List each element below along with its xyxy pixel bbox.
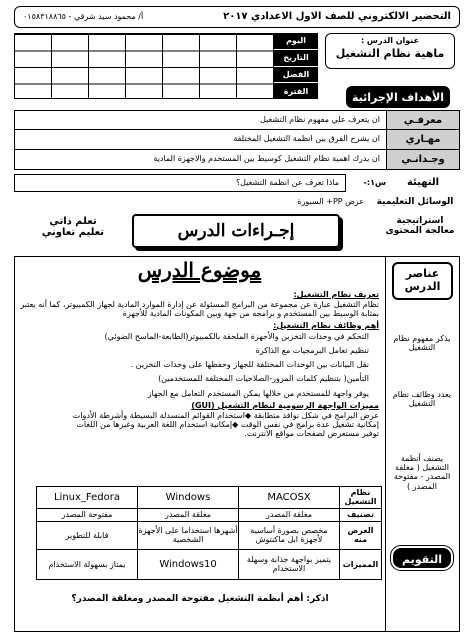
aids-row [14,194,460,210]
objectives-table [14,110,460,170]
lesson-heading: عنوان الدرس : [360,36,420,45]
os-features: Windows10 [138,549,239,579]
meta-label-class: الفصل [274,67,318,84]
header-bar [14,6,460,28]
os-row-label: تصنيف [340,508,382,521]
objective-text: ان يشرح الفرق بين انظمة التشغيل المختلفة [14,130,386,150]
os-features: يمتاز بسهولة الاستخدام [37,549,138,579]
lesson-banner: موضوع الدرس [137,258,262,282]
function-item: نقل البيانات بين الوحدات المختلفة للجهاز وحفظها على وحدات التخزين . [130,360,369,370]
objective-text: ان يدرك اهمية نظام التشغيل كوسيط بين المستخدم والاجهزة المادية [14,150,386,170]
intro-question: ماذا تعرف عن انظمة التشغيل؟ [14,174,346,192]
os-purpose: أشهرها استخداما على الأجهزة الشخصية [138,521,239,549]
element-item: يصنف أنظمة التشغيل ( مغلقة المصدر - مفتوحة المصدر ) [393,454,451,491]
aids-text: عرض PP+ السبورة [297,197,364,206]
meta-labels [274,33,318,99]
aids-label: الوسائل التعليمية [376,197,454,207]
gui-line: توفير مستعرض لصفحات مواقع الانترنت. [244,429,379,439]
elements-title: عناصر الدرس [392,262,453,300]
header-title: التحضير الالكتروني للصف الاول الاعدادي ٢٠١٧ [223,11,451,23]
definition-title: تعريف نظام التشغيل: [293,290,379,299]
os-row-label: المميزات [340,549,382,579]
objective-row [14,130,460,150]
function-item: تنظيم تعامل البرمجيات مع الذاكرة [255,345,369,355]
lesson-title-box [325,33,455,69]
os-name: Windows [138,487,239,509]
procedures-box: إجـراءات الدرس [132,214,340,248]
objective-text: ان يتعرف علي مفهوم نظام التشغيل [14,110,386,130]
meta-label-day: اليوم [274,33,318,50]
function-item: التحكم في وحدات التخزين والأجهزة الملحقة بالكمبيوتر(الطابعة-الماسح الضوئي) [104,331,369,341]
function-item: التأمين( بتنظيم كلمات المرور-الصلاحيات المختلفة للمستخدمين) [158,374,369,384]
elements-column [385,256,460,632]
gui-line: عرض البرامج في شكل نوافذ متطابقة ◆استخدام القوائم المنسدلة البسيطة وأشرطة الأدوات [72,410,379,420]
lesson-content [16,258,383,484]
os-class: مغلقة المصدر [138,508,239,521]
meta-grid [14,33,274,99]
os-class: مفتوحة المصدر [37,508,138,521]
function-item: يوفر واجهة للمستخدم من خلالها يمكن المستخدم التعامل مع الجهاز [147,388,369,398]
objective-type: مهـاري [386,130,460,150]
element-item: يذكر مفهوم نظام التشغيل [393,334,451,353]
os-purpose: قابلة للتطوير [37,521,138,549]
element-item: يعدد وظائف نظام التشغيل [392,390,452,409]
intro-q-label: س١:- [363,178,386,187]
meta-label-period: الفترة [283,86,309,96]
functions-list [16,332,383,398]
evaluation-question: اذكر: أهم أنظمة التشغيل مفتوحة المصدر ومغلقة المصدر؟ [71,594,329,604]
evaluation-badge: التقويم [391,546,453,570]
strategy-types: تعلم ذاتي تعليم تعاوني [41,216,105,238]
objective-type: معرفـي [386,110,460,130]
os-row-label: نظام التشغيل [340,487,382,509]
functions-title: أهم وظائف نظام التشغيل: [273,320,379,330]
header-teacher: أ/ محمود سيد شرقي - ٠١٥٨٣١٨٨٦٥ [23,12,144,22]
definition-text: نظام التشغيل عبارة عن مجموعة من البرامج المسئولة عن إدارة الموارد المادية لجهاز الكمبيوتر، كما أنه يعتبر بمثابة الوسيط بين المستخدم و برامجه من جهة وبين المكونات المادية للأجهزة [20,300,379,319]
meta-table [14,33,318,99]
os-features: يتميز بواجهة جذابة وسهلة الاستخدام [239,549,340,579]
os-name: Linux_Fedora [37,487,138,509]
os-table-grid [36,486,382,580]
objectives-header: الأهداف الإجرائية [346,86,450,108]
objective-row [14,150,460,170]
strategy-label: استراتيجية معالجة المحتوى [385,216,455,236]
intro-row [14,174,460,192]
gui-line: إمكانية تشغيل عدة برامج في نفس الوقت ◆إمكانية استخدام اللغة العربية وغيرها من اللغات [76,420,379,430]
objective-type: وجـدانـي [386,150,460,170]
strategy-row [14,212,460,252]
os-table [36,486,382,580]
gui-title: مميزات الواجهة الرسومية لنظام التشغيل (GUI) [191,400,379,410]
lesson-name: ماهية نظام التشغيل [335,47,445,61]
os-class: مغلقة المصدر [239,508,340,521]
objective-row [14,110,460,130]
os-row-label: الغرض منه [340,521,382,549]
os-purpose: مخصص بصورة أساسية لأجهزة ابل ماكنتوش [239,521,340,549]
os-name: MACOSX [239,487,340,509]
intro-label: التهيئة [406,177,440,188]
meta-label-date: التاريخ [274,50,318,67]
